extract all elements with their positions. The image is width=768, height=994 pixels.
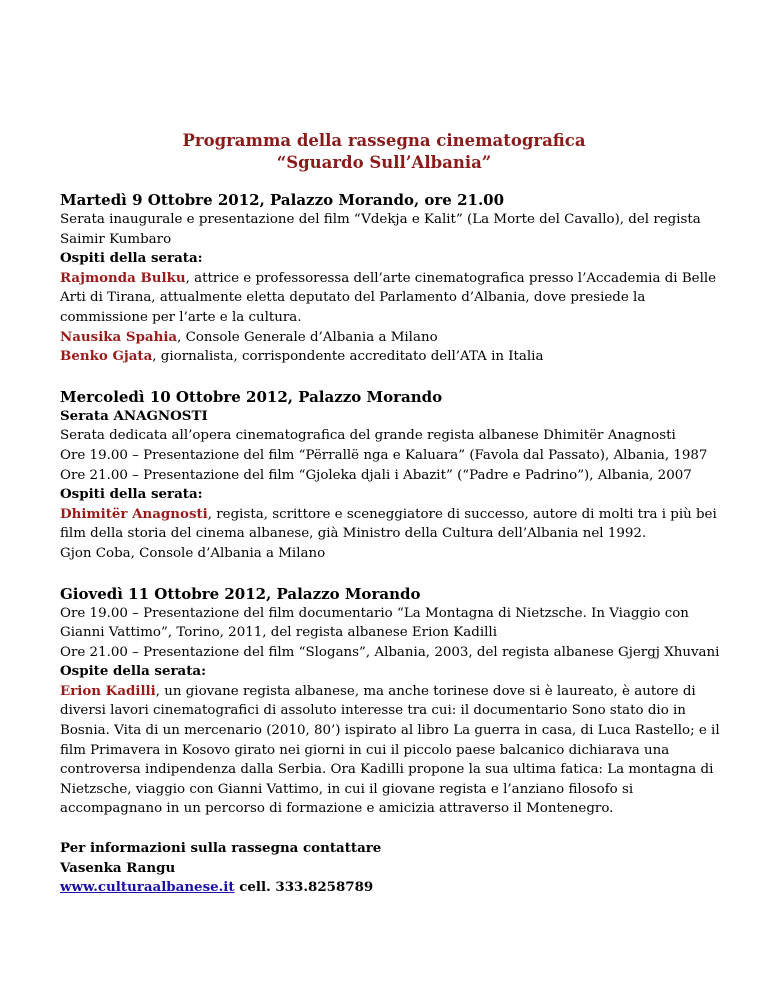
screening-2: Ore 21.00 – Presentazione del film “Gjoleka djali i Abazit” (“Padre e Padrino”), Albania, 2007 (60, 467, 692, 483)
guest-description: , Console Generale d’Albania a Milano (177, 329, 438, 345)
event-intro-1: Serata inaugurale e presentazione del film “Vdekja e Kalit” (La Morte del Cavallo), del regista Saimir Kumbaro (60, 212, 701, 247)
screening-2: Ore 21.00 – Presentazione del film “Slogans”, Albania, 2003, del regista albanese Gjergj Xhuvani (60, 644, 720, 660)
event-heading-3: Giovedì 11 Ottobre 2012, Palazzo Morando (60, 584, 421, 603)
contact-footer (60, 839, 720, 898)
title-line-1: Programma della rassegna cinematografica (182, 131, 586, 150)
guest-name: Rajmonda Bulku (60, 269, 186, 286)
contact-name: Vasenka Rangu (60, 859, 176, 876)
guest-name: Nausika Spahia (60, 328, 178, 345)
guest-entry (60, 347, 720, 367)
phone-number: cell. 333.8258789 (234, 879, 374, 896)
document-title (0, 130, 768, 174)
screening-1: Ore 19.00 – Presentazione del film “Përrallë nga e Kaluara” (Favola dal Passato), Albania, 1987 (60, 447, 708, 463)
screening-1: Ore 19.00 – Presentazione del film documentario “La Montagna di Nietzsche. In Viaggio con Gianni Vattimo”, Torino, 2011, del regista albanese Erion Kadilli (60, 605, 689, 641)
guests-label-2: Ospiti della serata: (60, 486, 203, 503)
website-link[interactable]: www.culturaalbanese.it (60, 879, 235, 896)
guest-entry (60, 328, 720, 348)
serata-label: Serata ANAGNOSTI (60, 407, 208, 424)
guests-label-1: Ospiti della serata: (60, 250, 203, 267)
title-line-2: “Sguardo Sull’Albania” (276, 153, 492, 172)
contact-line (60, 878, 720, 898)
guest-description: , un giovane regista albanese, ma anche torinese dove si è laureato, è autore di diversi lavori cinematografici di assoluto interesse tra cui: il documentario Sono stato dio in Bosnia. Vita di un mercenario (2010, 80’) ispirato al libro La guerra in casa, di Luca Rastello; e il film Primavera in Kosovo girato nei giorni in cui il piccolo paese balcanico dichiarava una controversa indipendenza dalla Serbia. Ora Kadilli propone la sua ultima fatica: La montagna di Nietzsche, viaggio con Gianni Vattimo, in cui il giovane regista e l’anziano filosofo si accompagnano in un percorso di formazione e amicizia attraverso il Montenegro. (60, 683, 720, 817)
info-text: Per informazioni sulla rassegna contattare (60, 840, 382, 857)
guest-entry: Gjon Coba, Console d’Albania a Milano (60, 545, 326, 561)
event-heading-1: Martedì 9 Ottobre 2012, Palazzo Morando, ore 21.00 (60, 191, 505, 209)
guest-description: , giornalista, corrispondente accreditato dell’ATA in Italia (152, 349, 544, 365)
guest-entry (60, 505, 720, 544)
event-section-2 (60, 387, 720, 564)
guest-name: Dhimitër Anagnosti (60, 505, 208, 522)
guest-description: , regista, scrittore e sceneggiatore di successo, autore di molti tra i più bei film della storia del cinema albanese, già Ministro della Cultura dell’Albania nel 1992. (60, 506, 717, 542)
guest-label-3: Ospite della serata: (60, 663, 207, 680)
guest-name: Benko Gjata (60, 348, 153, 365)
event-section-3 (60, 584, 720, 820)
event-heading-2: Mercoledì 10 Ottobre 2012, Palazzo Morando (60, 387, 443, 406)
event-section-1 (60, 190, 720, 367)
event-intro-2: Serata dedicata all’opera cinematografica del grande regista albanese Dhimitër Anagnosti (60, 428, 676, 444)
guest-entry (60, 269, 720, 328)
guest-description: , attrice e professoressa dell’arte cinematografica presso l’Accademia di Belle Arti di Tirana, attualmente eletta deputato del Parlamento d’Albania, dove presiede la commissione per l’arte e la cultura. (60, 270, 717, 325)
guest-entry (60, 682, 720, 819)
program-content (60, 190, 720, 898)
guest-name: Erion Kadilli (60, 682, 156, 699)
